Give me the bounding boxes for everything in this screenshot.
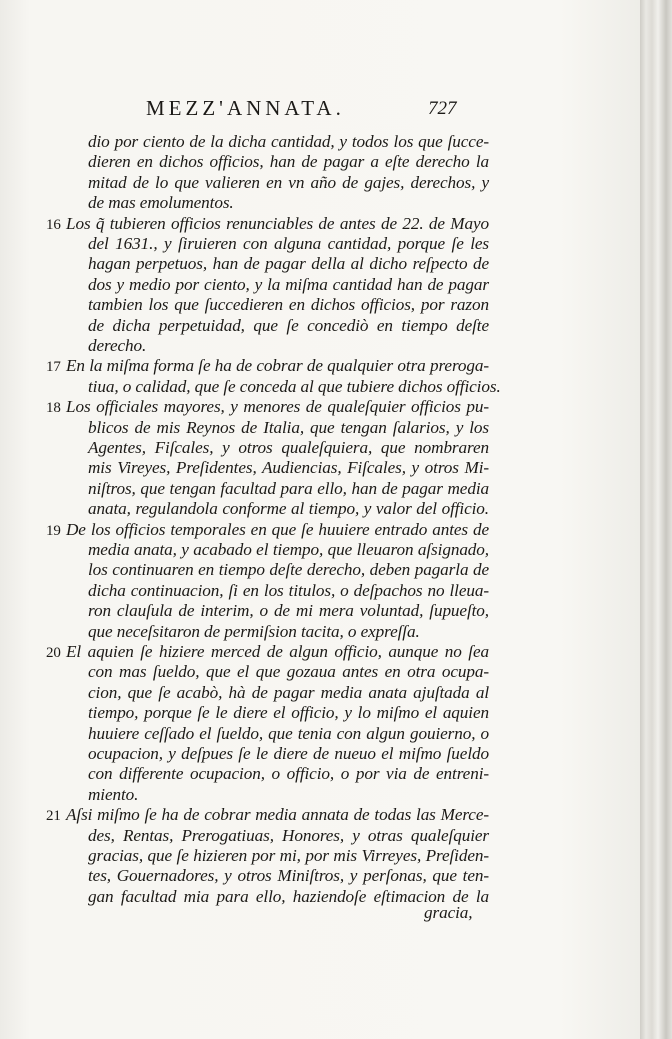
- text-line: [0, 193, 640, 213]
- line-text: cion, que ſe acabò, hà de pagar media anata ajuſtada al: [88, 683, 489, 702]
- text-line: [0, 275, 640, 295]
- text-line: [0, 581, 640, 601]
- text-line: [0, 295, 640, 315]
- line-text: En la miſma forma ſe ha de cobrar de qualquier otra preroga-: [66, 356, 489, 375]
- text-line: [0, 234, 640, 254]
- running-title: MEZZ'ANNATA.: [146, 96, 345, 120]
- text-line: [0, 642, 640, 662]
- line-text: mitad de lo que valieren en vn año de gajes, derechos, y: [88, 173, 489, 192]
- text-line: [0, 724, 640, 744]
- line-text: niſtros, que tengan facultad para ello, han de pagar media: [88, 479, 489, 498]
- line-text: Los q̃ tubieren officios renunciables de antes de 22. de Mayo: [66, 214, 489, 233]
- line-text: mis Vireyes, Preſidentes, Audiencias, Fiſcales, y otros Mi-: [88, 458, 489, 477]
- text-line: [0, 540, 640, 560]
- line-text: de mas emolumentos.: [88, 193, 234, 212]
- line-text: tiua, o calidad, que ſe conceda al que tubiere dichos officios.: [88, 377, 501, 396]
- text-line: [0, 846, 640, 866]
- text-line: [0, 499, 640, 519]
- line-text: derecho.: [88, 336, 147, 355]
- text-line: [0, 377, 640, 397]
- text-line: [0, 520, 640, 540]
- line-text: ron clauſula de interim, o de mi mera voluntad, ſupueſto,: [88, 601, 489, 620]
- text-line: [0, 662, 640, 682]
- line-text: media anata, y acabado el tiempo, que lleuaron aſsignado,: [88, 540, 489, 559]
- line-text: de dicha perpetuidad, que ſe concediò en tiempo deſte: [88, 316, 489, 335]
- line-text: El aquien ſe hiziere merced de algun officio, aunque no ſea: [66, 642, 489, 661]
- text-line: [0, 214, 640, 234]
- text-line: [0, 560, 640, 580]
- text-line: [0, 438, 640, 458]
- line-text: Aſsi miſmo ſe ha de cobrar media annata de todas las Merce-: [66, 805, 489, 824]
- text-line: [0, 703, 640, 723]
- page-edge-shadow: [640, 0, 672, 1039]
- line-text: del 1631., y ſiruieren con alguna cantidad, porque ſe les: [88, 234, 489, 253]
- line-text: anata, regulandola conforme al tiempo, y valor del officio.: [88, 499, 489, 518]
- text-line: [0, 479, 640, 499]
- line-text: Los officiales mayores, y menores de qualeſquier officios pu-: [66, 397, 489, 416]
- line-text: blicos de mis Reynos de Italia, que tengan ſalarios, y los: [88, 418, 489, 437]
- text-line: [0, 254, 640, 274]
- text-line: [0, 356, 640, 376]
- page-number: 727: [428, 98, 457, 119]
- text-line: [0, 397, 640, 417]
- line-text: tes, Gouernadores, y otros Miniſtros, y perſonas, que ten-: [88, 866, 489, 885]
- text-line: [0, 152, 640, 172]
- paragraph-number: 18: [46, 400, 61, 416]
- text-line: [0, 458, 640, 478]
- line-text: gan facultad mia para ello, haziendoſe eſtimacion de la: [88, 887, 489, 906]
- line-text: ocupacion, y deſpues ſe le diere de nueuo el miſmo ſueldo: [88, 744, 489, 763]
- line-text: tiempo, porque ſe le diere el officio, y lo miſmo el aquien: [88, 703, 489, 722]
- line-text: De los officios temporales en que ſe huuiere entrado antes de: [66, 520, 489, 539]
- text-line: [0, 866, 640, 886]
- line-text: dicha continuacion, ſi en los titulos, o deſpachos no lleua-: [88, 581, 489, 600]
- line-text: Agentes, Fiſcales, y otros qualeſquiera, que nombraren: [88, 438, 489, 457]
- text-line: [0, 132, 640, 152]
- text-line: [0, 622, 640, 642]
- line-text: miento.: [88, 785, 139, 804]
- text-line: [0, 826, 640, 846]
- text-line: [0, 764, 640, 784]
- text-line: [0, 805, 640, 825]
- line-text: gracias, que ſe hizieren por mi, por mis Virreyes, Preſiden-: [88, 846, 489, 865]
- paragraph-number: 17: [46, 359, 61, 375]
- text-line: [0, 316, 640, 336]
- text-line: [0, 173, 640, 193]
- text-line: [0, 683, 640, 703]
- line-text: con differente ocupacion, o officio, o por via de entreni-: [88, 764, 489, 783]
- text-line: [0, 336, 640, 356]
- paragraph-number: 19: [46, 523, 61, 539]
- text-line: [0, 887, 640, 907]
- paragraph-number: 21: [46, 808, 61, 824]
- line-text: dieren en dichos officios, han de pagar a eſte derecho la: [88, 152, 489, 171]
- line-text: que neceſsitaron de permiſsion tacita, o expreſſa.: [88, 622, 420, 641]
- text-line: [0, 418, 640, 438]
- text-line: [0, 785, 640, 805]
- line-text: dio por ciento de la dicha cantidad, y todos los que ſucce-: [88, 132, 489, 151]
- line-text: dos y medio por ciento, y la miſma cantidad han de pagar: [88, 275, 489, 294]
- paragraph-number: 16: [46, 217, 61, 233]
- catchword: gracia,: [424, 903, 473, 922]
- line-text: des, Rentas, Prerogatiuas, Honores, y otras qualeſquier: [88, 826, 489, 845]
- line-text: los continuaren en tiempo deſte derecho, deben pagarla de: [88, 560, 489, 579]
- text-line: [0, 744, 640, 764]
- paragraph-number: 20: [46, 645, 61, 661]
- line-text: huuiere ceſſado el ſueldo, que tenia con algun gouierno, o: [88, 724, 489, 743]
- text-line: [0, 601, 640, 621]
- line-text: tambien los que ſuccedieren en dichos officios, por razon: [88, 295, 489, 314]
- line-text: hagan perpetuos, han de pagar della al dicho reſpecto de: [88, 254, 489, 273]
- page-header: [0, 96, 640, 124]
- line-text: con mas ſueldo, que el que gozaua antes en otra ocupa-: [88, 662, 489, 681]
